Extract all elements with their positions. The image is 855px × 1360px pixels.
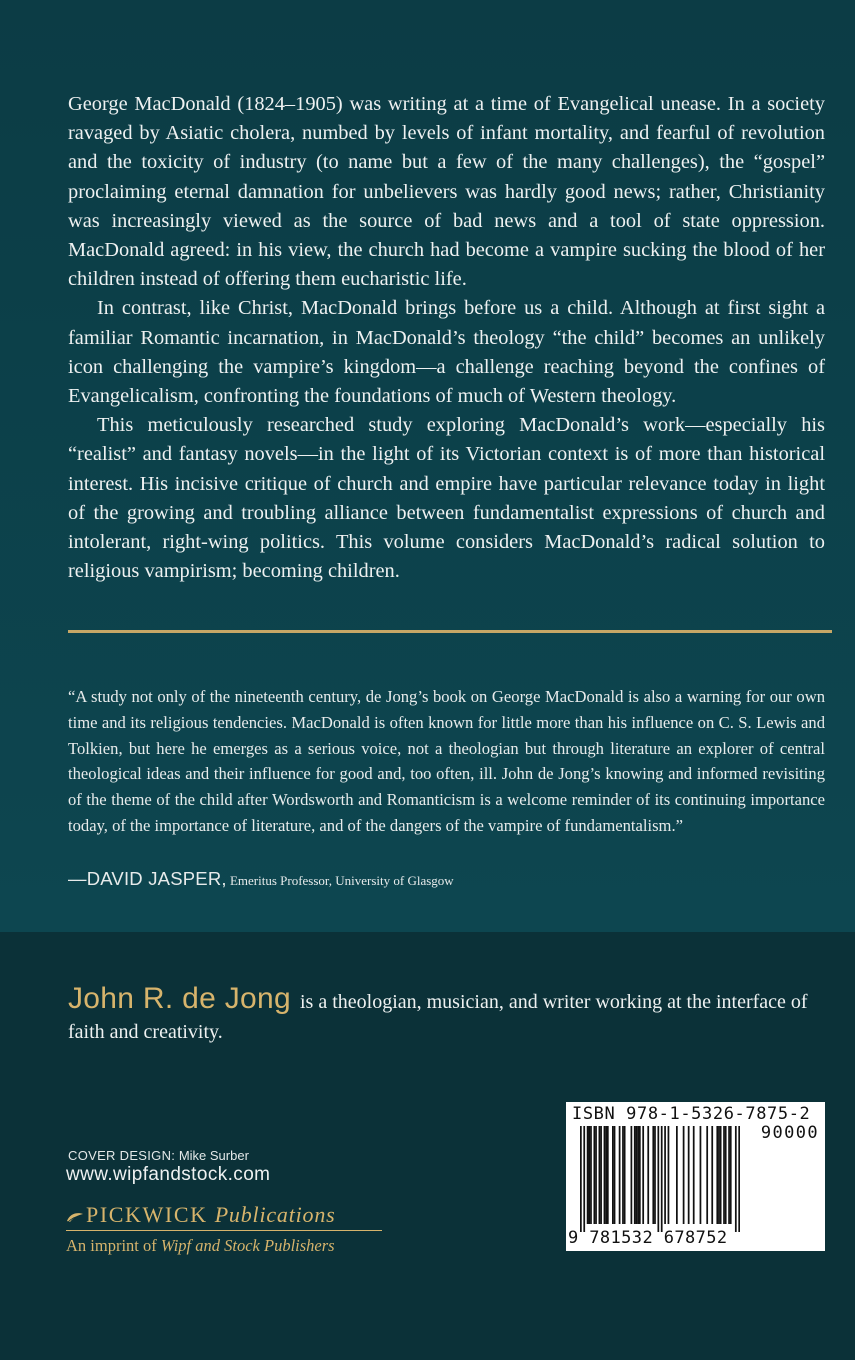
isbn-barcode	[566, 1102, 825, 1251]
barcode-bar	[624, 1126, 626, 1224]
price-code: 90000	[760, 1123, 819, 1143]
barcode-bar	[595, 1126, 597, 1224]
ean-digits: 9 781532 678752	[568, 1228, 728, 1248]
barcode-bar	[657, 1126, 659, 1232]
barcode-bar	[720, 1126, 722, 1224]
barcode-bar	[735, 1126, 737, 1232]
description-paragraph-3: This meticulously researched study exploring MacDonald’s work—especially his “realist” and fantasy novels—in the light of its Victorian context is of more than historical interest. His incisive critique of church and empire have particular relevance today in light of the growing and troubling alliance between fundamentalist expressions of church and intolerant, right-wing politics. This volume considers MacDonald’s radical solution to religious vampirism; becoming children.	[68, 414, 825, 583]
barcode-bar	[654, 1126, 656, 1224]
imprint-prefix: An imprint of	[66, 1236, 157, 1255]
imprint-line	[66, 1236, 335, 1256]
endorser-name: —DAVID JASPER,	[68, 868, 227, 889]
barcode-bar	[636, 1126, 638, 1224]
cover-designer-name: Mike Surber	[178, 1148, 249, 1163]
barcode-bar	[683, 1126, 685, 1224]
barcode-bars	[580, 1126, 740, 1232]
author-bio-text: is a theologian, musician, and writer working at the interface of faith and creativity.	[68, 991, 808, 1043]
barcode-bar	[587, 1126, 589, 1224]
barcode-bar	[711, 1126, 713, 1224]
barcode-bar	[631, 1126, 633, 1224]
barcode-bar	[718, 1126, 720, 1224]
barcode-bar	[599, 1126, 601, 1224]
barcode-bar	[583, 1126, 585, 1232]
barcode-bar	[664, 1126, 666, 1224]
publisher-logo	[66, 1202, 382, 1231]
barcode-bar	[738, 1126, 740, 1232]
barcode-bar	[600, 1126, 602, 1224]
barcode-bar	[590, 1126, 592, 1224]
barcode-bar	[605, 1126, 607, 1224]
publisher-name-suffix: Publications	[214, 1202, 336, 1227]
barcode-bar	[700, 1126, 702, 1224]
barcode-bar	[588, 1126, 590, 1224]
barcode-bar	[647, 1126, 649, 1224]
barcode-bar	[652, 1126, 654, 1224]
barcode-bar	[693, 1126, 695, 1224]
publisher-name: PICKWICK	[86, 1202, 208, 1227]
book-description	[68, 90, 825, 586]
barcode-bar	[604, 1126, 606, 1224]
endorser-affiliation: Emeritus Professor, University of Glasgow	[229, 873, 454, 888]
barcode-bar	[728, 1126, 730, 1224]
barcode-bar	[716, 1126, 718, 1224]
isbn-label: ISBN 978-1-5326-7875-2	[572, 1104, 811, 1124]
barcode-bar	[580, 1126, 582, 1232]
leaf-ornament-icon	[66, 1211, 84, 1223]
barcode-bar	[593, 1126, 595, 1224]
barcode-bar	[639, 1126, 641, 1224]
description-paragraph-2: In contrast, like Christ, MacDonald brings before us a child. Although at first sight a familiar Romantic incarnation, in MacDonald’s theology “the child” becomes an unlikely icon challenging the vampire’s kingdom—a challenge reaching beyond the confines of Evangelicalism, confronting the foundations of much of Western theology.	[68, 297, 825, 408]
cover-design-credit	[68, 1148, 249, 1163]
endorsement-quote	[68, 684, 825, 839]
barcode-bar	[637, 1126, 639, 1224]
cover-design-label: COVER DESIGN:	[68, 1148, 176, 1163]
endorsement-text: “A study not only of the nineteenth century, de Jong’s book on George MacDonald is also a warning for our own time and its religious tendencies. MacDonald is often known for little more than his influence on C. S. Lewis and Tolkien, but here he emerges as a serious voice, not a theologian but through literature an explorer of central theological ideas and their influence for good and, too often, ill. John de Jong’s knowing and informed revisiting of the theme of the child after Wordsworth and Romanticism is a welcome reminder of its continuing importance today, of the importance of literature, and of the dangers of the vampire of fundamentalism.”	[68, 687, 825, 835]
barcode-bar	[622, 1126, 624, 1224]
imprint-parent-publisher: Wipf and Stock Publishers	[160, 1236, 335, 1255]
endorsement-attribution	[68, 868, 454, 890]
barcode-bar	[725, 1126, 727, 1224]
barcode-bar	[619, 1126, 621, 1224]
barcode-bar	[612, 1126, 614, 1224]
barcode-bar	[668, 1126, 670, 1224]
publisher-website: www.wipfandstock.com	[66, 1164, 271, 1185]
author-bio	[68, 984, 828, 1047]
barcode-bar	[607, 1126, 609, 1224]
barcode-bar	[634, 1126, 636, 1224]
author-name: John R. de Jong	[68, 982, 291, 1015]
barcode-bar	[723, 1126, 725, 1224]
gold-divider	[68, 630, 832, 633]
barcode-bar	[642, 1126, 644, 1224]
barcode-bar	[661, 1126, 663, 1232]
barcode-bar	[688, 1126, 690, 1224]
barcode-bar	[676, 1126, 678, 1224]
barcode-bar	[706, 1126, 708, 1224]
barcode-bar	[614, 1126, 616, 1224]
description-paragraph-1: George MacDonald (1824–1905) was writing at a time of Evangelical unease. In a society ravaged by Asiatic cholera, numbed by levels of infant mortality, and fearful of revolution and the toxicity of industry (to name but a few of the many challenges), the “gospel” proclaiming eternal damnation for unbelievers was hardly good news; rather, Christianity was increasingly viewed as the source of bad news and a tool of state oppression. MacDonald agreed: in his view, the church had become a vampire sucking the blood of her children instead of offering them eucharistic life.	[68, 93, 825, 291]
barcode-bar	[730, 1126, 732, 1224]
